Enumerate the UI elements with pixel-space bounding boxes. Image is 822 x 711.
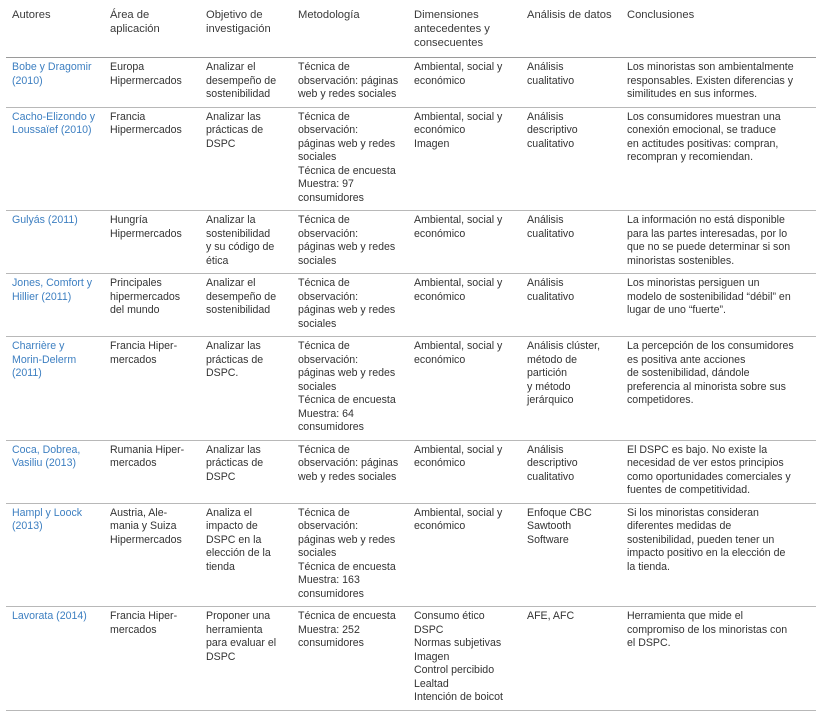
literature-review-table <box>6 4 816 711</box>
table-row <box>6 58 816 108</box>
cell-metodologia: Técnica de encuesta Muestra: 252 consumidores <box>292 607 408 711</box>
cell-dimensiones: Ambiental, social y económico <box>408 440 521 503</box>
cell-dimensiones: Ambiental, social y económico <box>408 58 521 108</box>
cell-autores: Cacho-Elizondo y Loussaïef (2010) <box>6 107 104 211</box>
cell-objetivo: Analizar las prácticas de DSPC. <box>200 337 292 441</box>
cell-dimensiones: Ambiental, social y económico <box>408 274 521 337</box>
table-row <box>6 211 816 274</box>
header-analisis: Análisis de datos <box>521 4 621 58</box>
cell-autores: Gulyás (2011) <box>6 211 104 274</box>
header-area: Área de aplicación <box>104 4 200 58</box>
cell-conclusiones: Los consumidores muestran una conexión emocional, se traduce en actitudes positivas: compran, recompran y recomiendan. <box>621 107 816 211</box>
header-conclusiones: Conclusiones <box>621 4 816 58</box>
cell-analisis: Análisis descriptivo cualitativo <box>521 107 621 211</box>
cell-conclusiones: El DSPC es bajo. No existe la necesidad de ver estos principios como oportunidades comerciales y fuentes de competitividad. <box>621 440 816 503</box>
cell-objetivo: Analiza el impacto de DSPC en la elección de la tienda <box>200 503 292 607</box>
cell-objetivo: Analizar las prácticas de DSPC <box>200 440 292 503</box>
cell-conclusiones: Los minoristas persiguen un modelo de sostenibilidad “débil” en lugar de uno “fuerte”. <box>621 274 816 337</box>
header-autores: Autores <box>6 4 104 58</box>
cell-metodologia: Técnica de observación: páginas web y redes sociales <box>292 274 408 337</box>
cell-autores: Coca, Dobrea, Vasiliu (2013) <box>6 440 104 503</box>
cell-area: Francia Hiper- mercados <box>104 337 200 441</box>
cell-area: Francia Hiper- mercados <box>104 607 200 711</box>
table-row <box>6 440 816 503</box>
cell-metodologia: Técnica de observación: páginas web y redes sociales Técnica de encuesta Muestra: 64 consumidores <box>292 337 408 441</box>
header-dimensiones: Dimensiones antecedentes y consecuentes <box>408 4 521 58</box>
table-body <box>6 58 816 711</box>
cell-autores: Hampl y Loock (2013) <box>6 503 104 607</box>
header-objetivo: Objetivo de investigación <box>200 4 292 58</box>
cell-autores: Charrière y Morin-Delerm (2011) <box>6 337 104 441</box>
table-row <box>6 274 816 337</box>
cell-analisis: Análisis cualitativo <box>521 274 621 337</box>
cell-conclusiones: La percepción de los consumidores es positiva ante acciones de sostenibilidad, dándole preferencia al minorista sobre sus competidores. <box>621 337 816 441</box>
cell-objetivo: Analizar el desempeño de sostenibilidad <box>200 58 292 108</box>
table-row <box>6 107 816 211</box>
cell-metodologia: Técnica de observación: páginas web y redes sociales <box>292 211 408 274</box>
cell-metodologia: Técnica de observación: páginas web y redes sociales <box>292 58 408 108</box>
cell-dimensiones: Ambiental, social y económico Imagen <box>408 107 521 211</box>
cell-analisis: Enfoque CBC Sawtooth Software <box>521 503 621 607</box>
cell-area: Francia Hipermercados <box>104 107 200 211</box>
cell-area: Europa Hipermercados <box>104 58 200 108</box>
cell-metodologia: Técnica de observación: páginas web y redes sociales <box>292 440 408 503</box>
cell-autores: Bobe y Dragomir (2010) <box>6 58 104 108</box>
cell-analisis: AFE, AFC <box>521 607 621 711</box>
cell-objetivo: Analizar las prácticas de DSPC <box>200 107 292 211</box>
cell-area: Hungría Hipermercados <box>104 211 200 274</box>
cell-analisis: Análisis cualitativo <box>521 58 621 108</box>
cell-dimensiones: Ambiental, social y económico <box>408 337 521 441</box>
cell-autores: Jones, Comfort y Hillier (2011) <box>6 274 104 337</box>
cell-analisis: Análisis cualitativo <box>521 211 621 274</box>
cell-metodologia: Técnica de observación: páginas web y redes sociales Técnica de encuesta Muestra: 163 consumidores <box>292 503 408 607</box>
table-header <box>6 4 816 58</box>
cell-objetivo: Analizar el desempeño de sostenibilidad <box>200 274 292 337</box>
cell-analisis: Análisis descriptivo cualitativo <box>521 440 621 503</box>
cell-analisis: Análisis clúster, método de partición y método jerárquico <box>521 337 621 441</box>
cell-conclusiones: La información no está disponible para las partes interesadas, por lo que no se puede determinar si son minoristas sostenibles. <box>621 211 816 274</box>
cell-area: Austria, Ale- mania y Suiza Hipermercados <box>104 503 200 607</box>
cell-conclusiones: Si los minoristas consideran diferentes medidas de sostenibilidad, pueden tener un impacto positivo en la elección de la tienda. <box>621 503 816 607</box>
table-row <box>6 337 816 441</box>
cell-dimensiones: Consumo ético DSPC Normas subjetivas Imagen Control percibido Lealtad Intención de boicot <box>408 607 521 711</box>
table-row <box>6 607 816 711</box>
cell-autores: Lavorata (2014) <box>6 607 104 711</box>
table-row <box>6 503 816 607</box>
cell-dimensiones: Ambiental, social y económico <box>408 211 521 274</box>
cell-objetivo: Analizar la sostenibilidad y su código de ética <box>200 211 292 274</box>
cell-dimensiones: Ambiental, social y económico <box>408 503 521 607</box>
cell-area: Principales hipermercados del mundo <box>104 274 200 337</box>
cell-area: Rumania Hiper- mercados <box>104 440 200 503</box>
cell-conclusiones: Los minoristas son ambientalmente responsables. Existen diferencias y similitudes en sus informes. <box>621 58 816 108</box>
header-metodologia: Metodología <box>292 4 408 58</box>
cell-conclusiones: Herramienta que mide el compromiso de los minoristas con el DSPC. <box>621 607 816 711</box>
cell-objetivo: Proponer una herramienta para evaluar el DSPC <box>200 607 292 711</box>
header-row <box>6 4 816 58</box>
cell-metodologia: Técnica de observación: páginas web y redes sociales Técnica de encuesta Muestra: 97 consumidores <box>292 107 408 211</box>
